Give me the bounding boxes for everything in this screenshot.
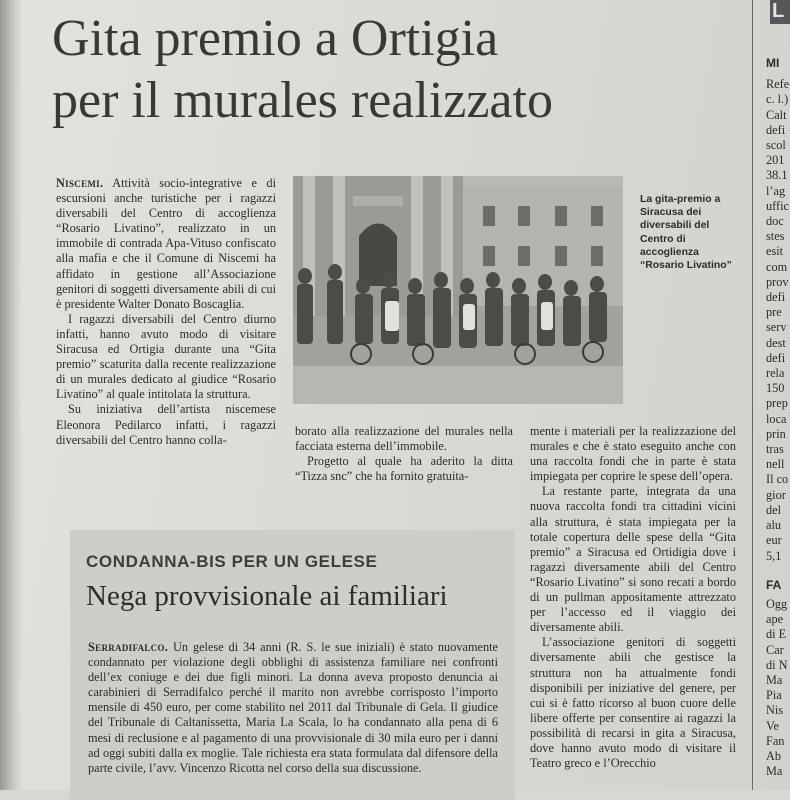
adjacent-line: eur — [766, 533, 782, 548]
adjacent-lines-top — [766, 77, 790, 564]
adjacent-line: gior — [766, 487, 786, 502]
adjacent-line: c. l.) — [766, 92, 789, 107]
adjacent-line: serv — [766, 320, 787, 335]
article-paragraph: La restante parte, integrata da una nuova raccolta fondi tra cittadini vicini alla struttura, è stata impiegata per la totale copertura delle spese della “Gita premio” a Siracusa ed Ortidigia dove i ragazzi diversamente abili del Centro “Rosario Livatino” si sono recati a bordo di un pullman appositamente attrezzato per l’accesso ed il viaggio dei diversamente abili. — [530, 484, 736, 635]
adjacent-line: Car — [766, 642, 784, 657]
adjacent-line: Refe — [766, 77, 790, 92]
article-paragraph: mente i materiali per la realizzazione del murales e che è stato eseguito anche con una raccolta fondi che in parte è stata impiegata per coprire le spese dell’opera. — [530, 424, 736, 484]
page-fold-shadow — [0, 0, 22, 790]
adjacent-line: 38.1 — [766, 168, 788, 183]
adjacent-line: uffic — [766, 198, 789, 213]
adjacent-line: prov — [766, 274, 789, 289]
article-paragraph: borato alla realizzazione del murales nella facciata esterna dell’immobile. — [295, 424, 513, 454]
adjacent-lines-bottom — [766, 597, 790, 779]
adjacent-line: ape — [766, 612, 784, 627]
group-photo — [293, 176, 623, 404]
adjacent-line: del — [766, 502, 782, 517]
adjacent-line: Ab — [766, 748, 782, 763]
photo-caption: La gita-premio a Siracusa dei diversabili del Centro di accoglienza “Rosario Livatino” — [640, 194, 732, 272]
adjacent-line: dest — [766, 335, 786, 350]
adjacent-line: di N — [766, 657, 788, 672]
adjacent-line: loca — [766, 411, 787, 426]
adjacent-line: defi — [766, 122, 786, 137]
sidebar-kicker: CONDANNA-BIS PER UN GELESE — [86, 552, 378, 571]
adjacent-line: stes — [766, 229, 785, 244]
adjacent-section-top: MI — [766, 56, 780, 70]
adjacent-line: Nis — [766, 703, 784, 718]
article-paragraph: L’associazione genitori di soggetti diversamente abili che gestisce la struttura non ha attualmente fondi disponibili per iniziative del genere, per cui si è fatto ricorso al buon cuore delle libere offerte per consentire ai ragazzi la possibilità di recarsi in gita a Siracusa, dove hanno avuto modo di visitare il Teatro greco e l’Orecchio — [530, 635, 736, 771]
adjacent-line: esit — [766, 244, 784, 259]
article-paragraph: Su iniziativa dell’artista niscemese Eleonora Pedilarco infatti, i ragazzi diversabili del Centro hanno colla- — [56, 402, 276, 447]
article-paragraph: I ragazzi diversabili del Centro diurno infatti, hanno avuto modo di visitare Siracusa ed Ortigia durante una “Gita premio” scaturita dalla recente realizzazione di un murales dedicato al giudice “Rosario Livatino” al quale intitolata la struttura. — [56, 311, 276, 402]
article-column-1 — [56, 176, 276, 448]
adjacent-line: scol — [766, 138, 786, 153]
article-paragraph — [56, 176, 276, 312]
adjacent-line: defi — [766, 350, 786, 365]
adjacent-line: Fan — [766, 733, 785, 748]
sidebar-headline: Nega provvisionale ai familiari — [86, 580, 448, 612]
sidebar-body — [88, 640, 498, 790]
adjacent-line: alu — [766, 518, 782, 533]
article-dateline: Niscemi. — [56, 176, 104, 190]
headline-line-1: Gita premio a Ortigia — [52, 10, 499, 67]
article-lead-text: Attività socio-integrative e di escursioni anche turistiche per i ragazzi diversabili del Centro di accoglienza “Rosario Livatino”, realizzato in un immobile di contrada Apa-Vituso confiscato alla mafia e che il Comune di Niscemi ha affidato in gestione all’Associazione genitori di soggetti diversamente abili di cui è presidente Walter Donato Boscaglia. — [56, 176, 276, 311]
adjacent-line: doc — [766, 214, 784, 229]
adjacent-line: Ma — [766, 672, 783, 687]
adjacent-line: prin — [766, 426, 786, 441]
article-paragraph: Progetto al quale ha aderito la ditta “Tizza snc” che ha fornito gratuita- — [295, 454, 513, 484]
section-tab-letter: L — [772, 0, 785, 22]
adjacent-line: nell — [766, 457, 785, 472]
adjacent-line: l’ag — [766, 183, 786, 198]
article-column-3 — [530, 424, 736, 790]
adjacent-line: 150 — [766, 381, 785, 396]
adjacent-line: di E — [766, 627, 787, 642]
adjacent-line: 201 — [766, 153, 785, 168]
column-divider — [752, 0, 753, 790]
adjacent-line: 5,1 — [766, 548, 782, 563]
adjacent-line: Pia — [766, 688, 782, 703]
adjacent-line: Ogg — [766, 596, 788, 611]
article-column-2 — [295, 424, 513, 484]
group-photo-image — [293, 176, 623, 404]
adjacent-line: Ve — [766, 718, 779, 733]
adjacent-line: defi — [766, 290, 786, 305]
adjacent-line: pre — [766, 305, 782, 320]
adjacent-line: rela — [766, 366, 785, 381]
adjacent-line: Ma — [766, 764, 783, 779]
adjacent-section-bottom: FA — [766, 577, 782, 592]
adjacent-line: tras — [766, 442, 784, 457]
adjacent-line: prep — [766, 396, 788, 411]
adjacent-line: Calt — [766, 107, 787, 122]
sidebar-dateline: Serradifalco. — [88, 640, 169, 654]
adjacent-line: Il co — [766, 472, 789, 487]
sidebar-paragraph — [88, 640, 498, 776]
adjacent-column — [766, 0, 790, 790]
headline-line-2: per il murales realizzato — [52, 72, 553, 129]
sidebar-body-text: Un gelese di 34 anni (R. S. le sue iniziali) è stato nuovamente condannato per violazione degli obblighi di assistenza familiare nei confronti dell’ex coniuge e dei due figli minori. La donna aveva proposto denuncia ai carabinieri di Serradifalco perché il marito non avrebbe corrisposto l’importo mensile di 450 euro, per come stabilito nel 2011 dal Tribunale di Gela. Il giudice del Tribunale di Caltanissetta, Maria La Scala, lo ha condannato alla pena di 6 mesi di reclusione e al pagamento di una provvisionale di 30 mila euro per i danni ad oggi subiti dalla ex moglie. Tale richiesta era stata formulata dal difensore della parte civile, l’avv. Vincenzo Ricotta nel corso della sua discussione. — [88, 640, 498, 775]
adjacent-line: com — [766, 259, 788, 274]
article-headline — [52, 8, 742, 132]
